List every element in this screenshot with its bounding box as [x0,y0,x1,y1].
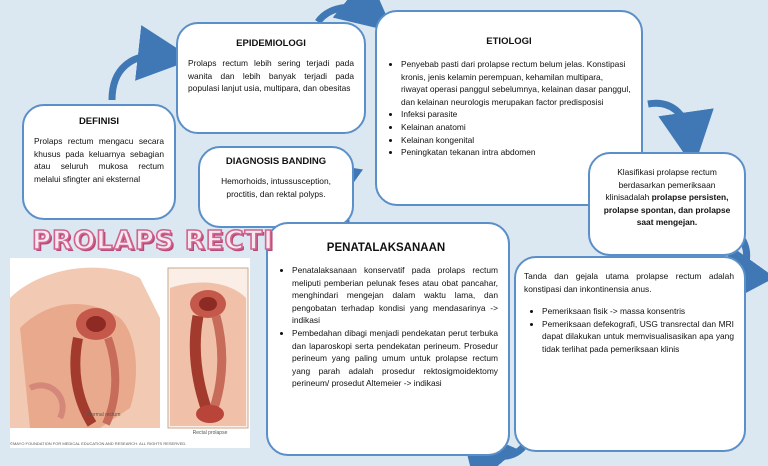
klasifikasi-box [588,152,746,256]
epidemiologi-title: EPIDEMIOLOGI [236,38,306,49]
penatalaksanaan-title: PENATALAKSANAAN [326,242,446,254]
headline-title: PROLAPS RECTI [32,226,274,256]
tanda-gejala-list [524,305,734,355]
list-item: • Infeksi parasite [401,108,631,121]
definisi-title: DEFINISI [78,116,120,127]
arrow-definisi-to-epidemiologi [112,55,166,100]
image-credit: ©MAYO FOUNDATION FOR MEDICAL EDUCATION AND RESEARCH. ALL RIGHTS RESERVED. [10,441,187,446]
arrow-epidemiologi-to-etiologi [318,7,372,22]
list-item: • Kelainan kongenital [401,134,631,147]
epidemiologi-text: Prolaps rectum lebih sering terjadi pada wanita dan lebih banyak terjadi pada populasi lanjut usia, multipara, dan obesitas [188,58,354,94]
klasifikasi-text-bold: prolapse persisten, prolapse spontan, dan prolapse saat mengejan. [603,192,731,228]
penatalaksanaan-box [266,222,510,456]
definisi-text: Prolaps rectum mengacu secara khusus pada keluarnya sebagian atau seluruh mukosa rectum melalui sfingter ani eksternal [34,136,164,184]
list-item: • Pemeriksaan defekografi, USG transrectal dan MRI dapat dilakukan untuk memvisualisasikan apa yang tidak terlihat pada pemeriksaan klinis [542,318,734,356]
definisi-box [22,104,176,220]
label-rectal-prolapse: Rectal prolapse [192,430,228,436]
anatomy-image [10,258,250,448]
diagnosis-banding-title: DIAGNOSIS BANDING [225,156,327,167]
penatalaksanaan-list [274,264,498,390]
diagnosis-banding-box [198,146,354,228]
list-item: • Kelainan anatomi [401,121,631,134]
etiologi-list [383,58,631,159]
etiologi-title: ETIOLOGI [486,36,532,47]
klasifikasi-text [600,166,734,229]
list-item: • Penyebab pasti dari prolapse rectum belum jelas. Konstipasi kronis, jenis kelamin perempuan, kehamilan multipara, riwayat operasi panggul sebelumnya, kelainan dasar panggul, dan kelainan neurologis merupakan factor predisposisi [401,58,631,108]
list-item: • Penatalaksanaan konservatif pada prolaps rectum meliputi pemberian pelunak feses atau obat pancahar, menghindari mengejan dalam waktu lama, dan pengobatan terhadap kondisi yang mendasarinya -> indikasi [292,264,498,327]
label-normal-rectum: Normal rectum [87,412,121,418]
anatomy-illustration [10,258,250,448]
list-item: • Pemeriksaan fisik -> massa konsentris [542,305,734,318]
epidemiologi-box [176,22,366,134]
tanda-gejala-box [514,256,746,452]
klasifikasi-text-prefix: Klasifikasi prolapse rectum berdasarkan pemeriksaan klinisadalah [605,167,717,203]
arrow-etiologi-to-klasifikasi [648,103,690,140]
diagnosis-banding-text: Hemorhoids, intussusception, proctitis, dan rektal polyps. [221,176,331,199]
list-item: • Pembedahan dibagi menjadi pendekatan perut terbuka dan laparoskopi serta pendekatan perineum. Prosedur perineum yang paling umum untuk prolapse rectum yang parah adalah prosedur rektosigmoidektomy perineum/ prosedut Altemeier -> indikasi [292,327,498,390]
tanda-gejala-intro: Tanda dan gejala utama prolapse rectum adalah konstipasi dan inkontinensia anus. [524,271,734,294]
list-item: • Peningkatan tekanan intra abdomen [401,146,631,159]
